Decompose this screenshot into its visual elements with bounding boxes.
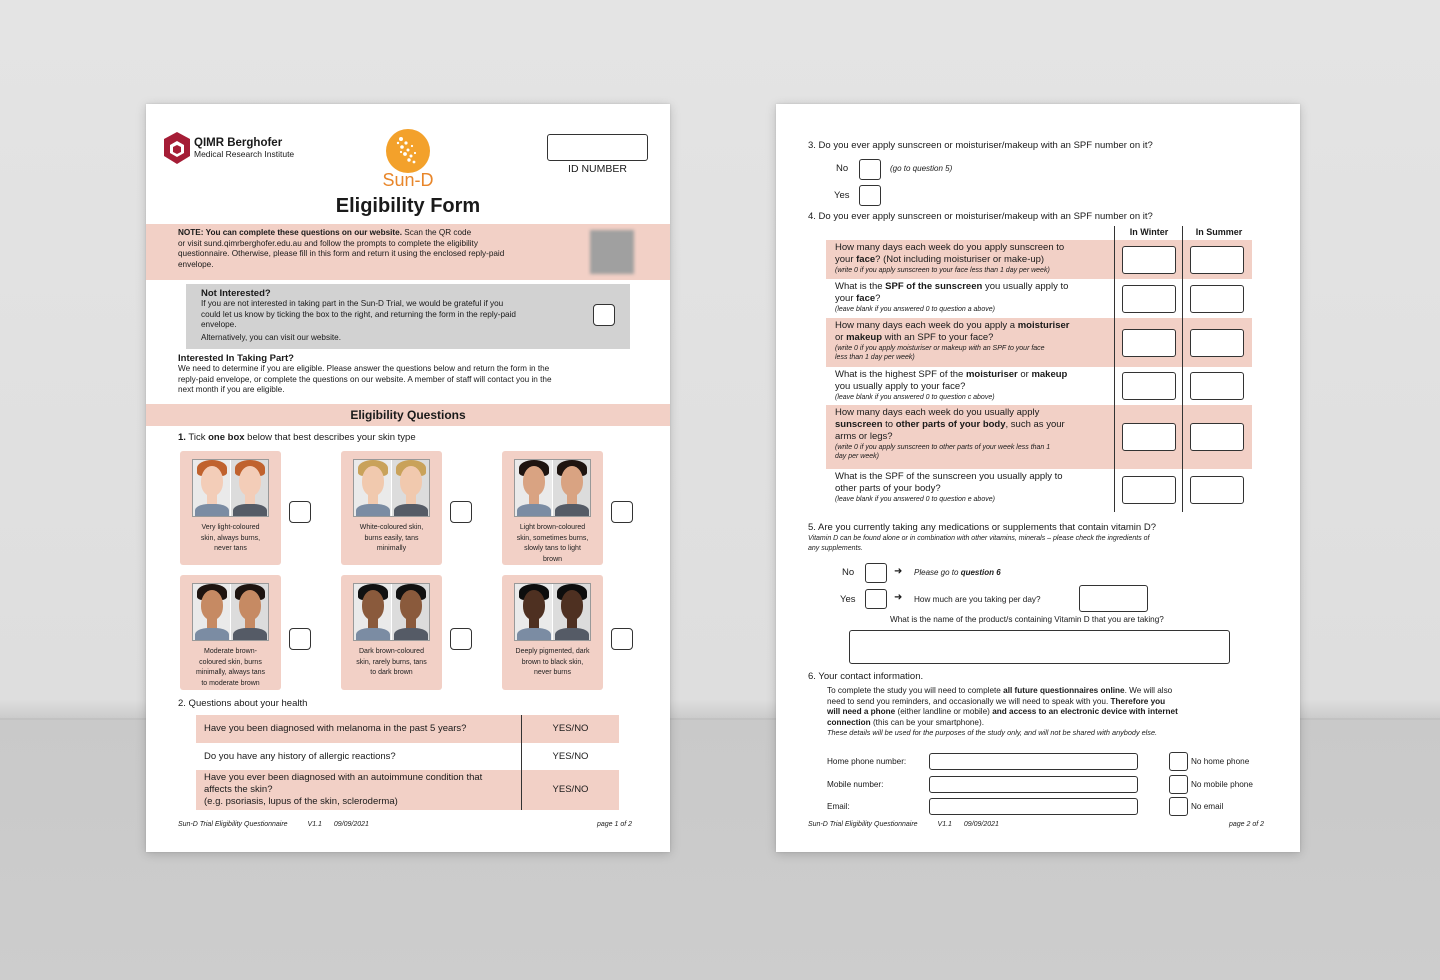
- contact-field-label: Home phone number:: [827, 757, 907, 766]
- qimr-logo: [164, 132, 190, 169]
- text-span: What is the: [835, 281, 886, 292]
- health-question-line: Have you been diagnosed with melanoma in the past 5 years?: [204, 723, 467, 734]
- skin-type-description: [510, 523, 595, 565]
- vitamin-d-product-field[interactable]: [849, 630, 1230, 664]
- skin-type-checkbox[interactable]: [289, 501, 311, 523]
- footer-version: V1.1: [937, 821, 952, 828]
- q6-p2b: Therefore you: [1110, 696, 1166, 706]
- skin-type-card: [502, 575, 603, 690]
- skin-type-photo: [353, 583, 430, 641]
- q5-no-next: [914, 568, 1001, 577]
- question-5-label: 5. Are you currently taking any medications or supplements that contain vitamin D?: [808, 522, 1156, 533]
- face-figure: [553, 584, 590, 640]
- health-question-row: [196, 715, 619, 743]
- no-contact-checkbox[interactable]: [1169, 775, 1188, 794]
- not-interested-checkbox[interactable]: [593, 304, 615, 326]
- skin-type-description-line: brown to black skin,: [521, 658, 584, 666]
- summer-answer-field[interactable]: [1190, 423, 1244, 451]
- spf-question-line: [835, 471, 1110, 483]
- col-winter-header: In Winter: [1129, 227, 1169, 237]
- q3-no-checkbox[interactable]: [859, 159, 881, 180]
- q5-no-next-bold: question 6: [960, 568, 1001, 577]
- yes-no-answer[interactable]: YES/NO: [552, 750, 589, 762]
- text-span: makeup: [1031, 369, 1068, 380]
- note-line-2: or visit sund.qimrberghofer.edu.au and follow the prompts to complete the eligibility: [178, 238, 478, 248]
- q6-p3c: and access to an electronic device with internet: [992, 707, 1178, 716]
- q5-yes-label: Yes: [840, 594, 856, 605]
- q5-yes-next: How much are you taking per day?: [914, 595, 1041, 604]
- head-shape: [400, 590, 422, 620]
- skin-type-description-line: never tans: [214, 545, 247, 552]
- q1-bold: one box: [208, 432, 245, 443]
- contact-input-field[interactable]: [929, 798, 1138, 815]
- summer-answer-field[interactable]: [1190, 285, 1244, 313]
- skin-type-description: [349, 647, 434, 679]
- health-question-text: [204, 751, 524, 763]
- winter-answer-field[interactable]: [1122, 423, 1176, 451]
- spf-question-text: [835, 242, 1110, 275]
- face-figure: [354, 584, 392, 640]
- skin-type-description: [188, 647, 273, 689]
- head-shape: [362, 466, 384, 496]
- shirt-shape: [233, 628, 267, 640]
- q6-body: [827, 686, 1257, 739]
- text-span: How many days each week do you usually apply: [835, 407, 1040, 418]
- yes-no-answer[interactable]: YES/NO: [552, 784, 589, 795]
- q5-note-1: Vitamin D can be found alone or in combination with other vitamins, minerals – please check the ingredients of: [808, 535, 1150, 542]
- skin-type-checkbox[interactable]: [289, 628, 311, 650]
- skin-type-checkbox[interactable]: [611, 501, 633, 523]
- not-interested-title: Not Interested?: [201, 288, 271, 299]
- skin-type-card: [502, 451, 603, 565]
- q6-p3b: (either landline or mobile): [895, 707, 993, 716]
- footer-date: 09/09/2021: [963, 821, 999, 828]
- note-text: [178, 228, 568, 270]
- contact-field-label: Email:: [827, 802, 850, 811]
- winter-answer-field[interactable]: [1122, 246, 1176, 274]
- brand-name: Sun-D: [382, 170, 434, 190]
- footer-name: Sun-D Trial Eligibility Questionnaire: [178, 821, 288, 828]
- head-shape: [201, 466, 223, 496]
- head-shape: [362, 590, 384, 620]
- q5-no-next-pre: Please go to: [914, 568, 961, 577]
- winter-answer-field[interactable]: [1122, 372, 1176, 400]
- no-contact-label: No home phone: [1191, 757, 1250, 766]
- text-span: you usually apply to your face?: [835, 381, 966, 392]
- shirt-shape: [195, 628, 229, 640]
- health-question-line: Have you ever been diagnosed with an autoimmune condition that: [204, 772, 483, 783]
- skin-type-description-line: Deeply pigmented, dark: [515, 648, 590, 655]
- q6-p1c: . We will also: [1124, 686, 1173, 695]
- q6-p1b: all future questionnaires online: [1003, 686, 1125, 695]
- eligibility-questions-header: Eligibility Questions: [146, 404, 670, 426]
- not-interested-line-2: could let us know by ticking the box to the right, and returning the form in the reply-paid: [201, 309, 516, 319]
- q6-p2a: need to send you reminders, and occasionally we will need to speak with you.: [827, 696, 1111, 706]
- text-span: makeup: [846, 332, 882, 343]
- q1-post: below that best describes your skin type: [244, 432, 416, 443]
- question-4-label: 4. Do you ever apply sunscreen or moisturiser/makeup with an SPF number on it?: [808, 211, 1153, 222]
- head-shape: [400, 466, 422, 496]
- skin-type-description-line: brown: [542, 555, 563, 563]
- q3-yes-label: Yes: [834, 190, 850, 201]
- winter-answer-field[interactable]: [1122, 285, 1176, 313]
- skin-type-description-line: skin, always burns,: [200, 534, 261, 542]
- skin-type-description-line: White-coloured skin,: [359, 524, 424, 531]
- summer-answer-field[interactable]: [1190, 246, 1244, 274]
- no-contact-checkbox[interactable]: [1169, 797, 1188, 816]
- face-figure: [515, 584, 553, 640]
- health-question-line: affects the skin?: [204, 784, 273, 795]
- text-span: your: [835, 293, 857, 304]
- winter-answer-field[interactable]: [1122, 476, 1176, 504]
- footer-left: [808, 820, 999, 829]
- skin-type-description: [188, 523, 273, 555]
- spf-question-line: [835, 293, 1110, 305]
- sun-icon: [386, 129, 430, 173]
- logo-name: QIMR Berghofer: [194, 137, 283, 149]
- note-line-4: envelope.: [178, 259, 214, 269]
- yes-no-answer[interactable]: YES/NO: [552, 723, 589, 734]
- arrow-right-icon: ➜: [894, 592, 903, 603]
- interested-line-3: next month if you are eligible.: [178, 385, 285, 394]
- health-question-text: [204, 723, 524, 735]
- shirt-shape: [517, 628, 551, 640]
- text-span: other parts of your body?: [835, 483, 941, 494]
- q6-p5: These details will be used for the purposes of the study only, and will not be shared with anybody else.: [827, 728, 1158, 737]
- text-span: or: [1017, 369, 1032, 380]
- spf-question-note: (leave blank if you answered 0 to question c above): [835, 394, 995, 401]
- health-question-line: (e.g. psoriasis, lupus of the skin, scleroderma): [204, 796, 398, 807]
- skin-type-checkbox[interactable]: [450, 501, 472, 523]
- question-1-label: [178, 432, 416, 444]
- spf-question-row: [826, 240, 1252, 279]
- skin-type-description-line: never burns: [534, 669, 571, 676]
- question-2-label: 2. Questions about your health: [178, 698, 308, 709]
- text-span: face: [856, 293, 876, 304]
- health-question-row: [196, 744, 619, 769]
- spf-question-note: (write 0 if you apply sunscreen to your face less than 1 day per week): [835, 267, 1050, 274]
- q1-number: 1.: [178, 432, 186, 443]
- text-span: moisturiser: [965, 369, 1018, 380]
- id-number-label: ID NUMBER: [568, 163, 627, 175]
- text-span: SPF of the sunscreen: [885, 281, 983, 292]
- form-page-1: [146, 104, 670, 852]
- summer-answer-field[interactable]: [1190, 476, 1244, 504]
- skin-type-description-line: to dark brown: [370, 669, 413, 676]
- text-span: you usually apply to: [982, 281, 1069, 292]
- spf-question-line: [835, 281, 1110, 293]
- spf-question-note: (write 0 if you apply sunscreen to other parts of your week less than 1: [835, 444, 1051, 451]
- skin-type-description-line: Very light-coloured: [201, 524, 260, 531]
- not-interested-line-1: If you are not interested in taking part in the Sun-D Trial, we would be grateful if you: [201, 299, 504, 308]
- text-span: ?: [875, 293, 881, 304]
- spf-question-note: day per week): [835, 453, 879, 460]
- face-figure: [193, 460, 231, 516]
- logo-subtitle: Medical Research Institute: [194, 149, 295, 159]
- spf-question-row: [826, 279, 1252, 318]
- shirt-shape: [555, 504, 589, 516]
- spf-question-line: [835, 332, 1110, 344]
- spf-question-text: [835, 407, 1110, 461]
- skin-type-description-line: minimally, always tans: [195, 669, 266, 676]
- skin-type-description-line: burns easily, tans: [364, 534, 419, 542]
- head-shape: [523, 466, 545, 496]
- contact-field-label: Mobile number:: [827, 780, 884, 789]
- spf-question-row: [826, 318, 1252, 367]
- footer-page: page 1 of 2: [596, 821, 632, 828]
- spf-question-note: less than 1 day per week): [835, 354, 915, 361]
- note-text-1: Scan the QR code: [401, 228, 472, 237]
- skin-type-photo: [353, 459, 430, 517]
- skin-type-description-line: Dark brown-coloured: [359, 648, 424, 655]
- contact-input-field[interactable]: [929, 753, 1138, 770]
- face-figure: [231, 460, 268, 516]
- text-span: sunscreen: [835, 419, 883, 430]
- skin-type-description-line: skin, rarely burns, tans: [356, 658, 427, 666]
- q1-pre: Tick: [185, 432, 209, 443]
- skin-type-card: [341, 451, 442, 565]
- spf-question-note: (leave blank if you answered 0 to question e above): [835, 496, 995, 503]
- table-divider: [1114, 226, 1115, 512]
- text-span: your: [835, 254, 857, 265]
- text-span: with an SPF to your face?: [882, 332, 994, 343]
- face-figure: [193, 584, 231, 640]
- table-divider: [521, 715, 522, 810]
- text-span: face: [856, 254, 876, 265]
- face-figure: [515, 460, 553, 516]
- no-contact-checkbox[interactable]: [1169, 752, 1188, 771]
- text-span: other parts of your body: [895, 419, 1006, 430]
- face-figure: [392, 460, 429, 516]
- head-shape: [561, 466, 583, 496]
- shirt-shape: [517, 504, 551, 516]
- not-interested-line-3: envelope.: [201, 320, 237, 329]
- skin-type-description-line: Moderate brown-: [204, 648, 257, 655]
- contact-input-field[interactable]: [929, 776, 1138, 793]
- note-bold: NOTE: You can complete these questions on our website.: [178, 228, 402, 237]
- skin-type-description-line: minimally: [376, 545, 407, 552]
- footer-left: [178, 820, 369, 829]
- spf-question-line: [835, 254, 1110, 266]
- health-question-text: [204, 772, 524, 808]
- head-shape: [561, 590, 583, 620]
- interested-title: Interested In Taking Part?: [178, 353, 294, 364]
- shirt-shape: [555, 628, 589, 640]
- shirt-shape: [356, 628, 390, 640]
- skin-type-checkbox[interactable]: [611, 628, 633, 650]
- question-3-label: 3. Do you ever apply sunscreen or moisturiser/makeup with an SPF number on it?: [808, 140, 1153, 151]
- footer-page: page 2 of 2: [1228, 821, 1264, 828]
- skin-type-description-line: skin, sometimes burns,: [516, 534, 589, 542]
- q6-p1a: To complete the study you will need to complete: [827, 686, 1004, 695]
- id-number-field[interactable]: [547, 134, 648, 161]
- spf-question-line: [835, 381, 1110, 393]
- no-contact-label: No mobile phone: [1191, 780, 1253, 789]
- spf-question-text: [835, 320, 1110, 362]
- arrow-right-icon: ➜: [894, 566, 903, 577]
- skin-type-description-line: Light brown-coloured: [519, 524, 586, 531]
- question-6-label: 6. Your contact information.: [808, 671, 924, 682]
- spf-question-row: [826, 405, 1252, 469]
- spf-question-note: (leave blank if you answered 0 to question a above): [835, 306, 995, 313]
- skin-type-description-line: slowly tans to light: [524, 545, 581, 552]
- face-figure: [354, 460, 392, 516]
- q5-no-checkbox[interactable]: [865, 563, 887, 583]
- spf-question-line: [835, 369, 1110, 381]
- q6-p4b: (this can be your smartphone).: [870, 717, 984, 727]
- text-span: moisturiser: [1017, 320, 1070, 331]
- interested-line-2: reply-paid envelope, or complete the questions on our website. A member of staff will contact you in the: [178, 374, 552, 384]
- not-interested-line-4: Alternatively, you can visit our website.: [201, 332, 342, 342]
- text-span: to: [882, 419, 896, 430]
- shirt-shape: [233, 504, 267, 516]
- head-shape: [201, 590, 223, 620]
- footer-date: 09/09/2021: [333, 821, 369, 828]
- skin-type-description-line: to moderate brown: [201, 679, 260, 687]
- q5-note-2: any supplements.: [808, 545, 863, 552]
- col-summer-header: In Summer: [1195, 227, 1243, 237]
- skin-type-card: [341, 575, 442, 690]
- not-interested-text: [201, 288, 591, 343]
- spf-question-note: (write 0 if you apply moisturiser or makeup with an SPF to your face: [835, 345, 1045, 352]
- form-title: Eligibility Form: [335, 195, 481, 217]
- health-question-row: [196, 770, 619, 810]
- spf-question-line: [835, 407, 1110, 419]
- text-span: What is the highest SPF of the: [835, 369, 966, 380]
- summer-answer-field[interactable]: [1190, 372, 1244, 400]
- skin-type-photo: [192, 583, 269, 641]
- skin-type-checkbox[interactable]: [450, 628, 472, 650]
- footer-name: Sun-D Trial Eligibility Questionnaire: [808, 821, 918, 828]
- spf-question-line: arms or legs?: [835, 431, 893, 442]
- spf-question-line: [835, 320, 1110, 332]
- text-span: How many days each week do you apply sunscreen to: [835, 242, 1065, 253]
- skin-type-description: [510, 647, 595, 679]
- skin-type-description-line: coloured skin, burns: [199, 658, 262, 666]
- form-page-2: [776, 104, 1300, 852]
- dna-icon: [386, 129, 430, 173]
- summer-answer-field[interactable]: [1190, 329, 1244, 357]
- head-shape: [239, 590, 261, 620]
- note-line-3: questionnaire. Otherwise, please fill in this form and return it using the enclosed reply-paid: [178, 249, 505, 258]
- spf-question-text: [835, 369, 1110, 402]
- q5-yes-checkbox[interactable]: [865, 589, 887, 609]
- text-span: ? (Not including moisturiser or make-up): [875, 254, 1045, 265]
- skin-type-card: [180, 451, 281, 565]
- qr-code[interactable]: [590, 230, 634, 274]
- footer-version: V1.1: [307, 821, 322, 828]
- q3-no-label: No: [836, 163, 849, 174]
- q5-product-label: What is the name of the product/s containing Vitamin D that you are taking?: [890, 615, 1164, 624]
- winter-answer-field[interactable]: [1122, 329, 1176, 357]
- skin-type-card: [180, 575, 281, 690]
- interested-text: [178, 353, 648, 396]
- spf-question-line: [835, 242, 1110, 254]
- interested-line-1: We need to determine if you are eligible. Please answer the questions below and return the form in the: [178, 364, 550, 373]
- face-figure: [553, 460, 590, 516]
- spf-question-line: [835, 483, 1110, 495]
- shirt-shape: [394, 504, 428, 516]
- q3-yes-checkbox[interactable]: [859, 185, 881, 206]
- spf-question-line: [835, 419, 1110, 431]
- shirt-shape: [394, 628, 428, 640]
- q6-p3a: will need a phone: [827, 707, 896, 716]
- spf-question-text: [835, 471, 1110, 504]
- health-question-line: Do you have any history of allergic reactions?: [204, 750, 396, 762]
- skin-type-photo: [514, 583, 591, 641]
- shirt-shape: [195, 504, 229, 516]
- spf-question-row: [826, 469, 1252, 511]
- face-figure: [231, 584, 268, 640]
- text-span: What is the SPF of the sunscreen you usually apply to: [835, 471, 1063, 482]
- text-span: , such as your: [1005, 419, 1065, 430]
- spf-question-text: [835, 281, 1110, 314]
- skin-type-description: [349, 523, 434, 555]
- skin-type-photo: [192, 459, 269, 517]
- q3-goto: (go to question 5): [890, 164, 953, 173]
- vitamin-d-amount-field[interactable]: [1079, 585, 1148, 612]
- spf-question-row: [826, 367, 1252, 405]
- no-contact-label: No email: [1191, 802, 1224, 811]
- qimr-shield-icon: [164, 132, 190, 164]
- skin-type-photo: [514, 459, 591, 517]
- shirt-shape: [356, 504, 390, 516]
- q5-no-label: No: [842, 567, 855, 578]
- text-span: or: [835, 332, 847, 343]
- head-shape: [239, 466, 261, 496]
- q6-p4a: connection: [827, 717, 871, 727]
- table-divider: [1182, 226, 1183, 512]
- face-figure: [392, 584, 429, 640]
- head-shape: [523, 590, 545, 620]
- text-span: How many days each week do you apply a: [835, 320, 1018, 331]
